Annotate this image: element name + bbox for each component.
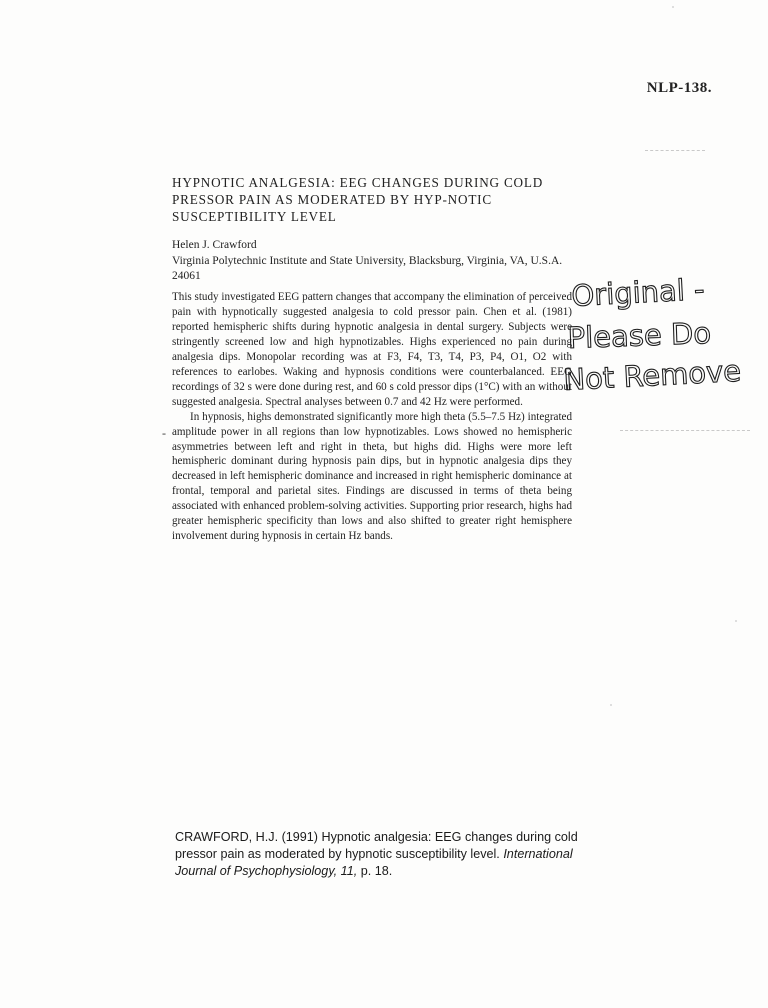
citation-pages: p. 18.: [360, 863, 393, 878]
abstract: [172, 290, 572, 544]
document-id: NLP-138.: [646, 80, 712, 96]
author-block: [172, 238, 572, 285]
author-name: Helen J. Crawford: [172, 239, 257, 251]
stamp-line: Not Remove: [562, 353, 742, 397]
citation-reference: CRAWFORD, H.J. (1991) Hypnotic analgesia: EEG changes during cold pressor pain as moderated by hypnotic susceptibility level.: [175, 830, 578, 861]
stamp-line: Original -: [570, 272, 706, 313]
stamp-line: Please Do: [567, 316, 712, 355]
citation: [175, 829, 595, 879]
margin-mark: -: [162, 426, 166, 440]
scan-mark: [645, 150, 705, 151]
handwritten-stamp: [560, 272, 750, 402]
author-affiliation: Virginia Polytechnic Institute and State University, Blacksburg, Virginia, VA, U.S.A. 24061: [172, 254, 563, 282]
article-title: HYPNOTIC ANALGESIA: EEG CHANGES DURING COLD PRESSOR PAIN AS MODERATED BY HYP-NOTIC SUSCEPTIBILITY LEVEL: [172, 175, 544, 224]
abstract-paragraph: In hypnosis, highs demonstrated significantly more high theta (5.5–7.5 Hz) integrated amplitude power in all regions than low hypnotizables. Lows showed no hemispheric asymmetries between left and right in theta, but highs did. Highs were more left hemispheric dominant during hypnosis pain dips, but in hypnotic analgesia dips they decreased in left hemispheric dominance and increased in right hemispheric dominance at frontal, temporal and parietal sites. Findings are discussed in terms of theta being associated with enhanced problem-solving activities. Supporting prior research, highs had greater hemispheric specificity than lows and also shifted to greater right hemisphere involvement during hypnosis in certain Hz bands.: [172, 410, 572, 543]
scan-speck: [735, 620, 737, 622]
scan-speck: [672, 6, 674, 8]
stamp-outline: [560, 272, 750, 402]
scan-mark: [620, 430, 750, 431]
citation-journal: International Journal of Psychophysiology, 11,: [175, 846, 573, 878]
scan-speck: [610, 704, 612, 706]
abstract-paragraph: This study investigated EEG pattern changes that accompany the elimination of perceived pain with hypnotically suggested analgesia to cold pressor pain. Chen et al. (1981) reported hemispheric shifts during hypnotic analgesia in dental surgery. Subjects were stringently screened low and high hypnotizables. Highs experienced no pain during analgesia dips. Monopolar recording was at F3, F4, T3, T4, P3, P4, O1, O2 with references to earlobes. Waking and hypnosis conditions were counterbalanced. EEG recordings of 32 s were done during rest, and 60 s cold pressor dips (1°C) with an without suggested analgesia. Spectral analyses between 0.7 and 42 Hz were performed.: [172, 291, 572, 408]
